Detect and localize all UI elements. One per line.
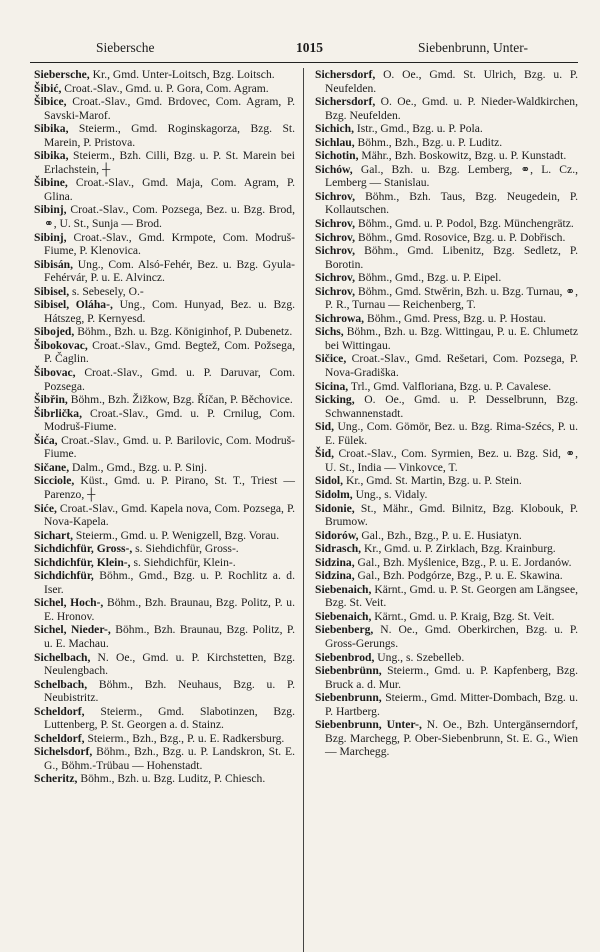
entry-headword: Sibojed, [34,325,75,339]
entry-headword: Sid, [315,420,335,434]
gazetteer-entry [34,366,295,393]
entry-text: Steierm., Gmd. Mitter-Dombach, Bzg. u. P. Hartberg. [325,691,578,718]
entry-headword: Siebenaich, [315,609,372,623]
entry-text: Böhm., Bzh. Braunau, Bzg. Politz, P. u. E. Machau. [44,623,295,650]
entry-text: Ung., Com. Gömör, Bez. u. Bzg. Rima-Szécs, P. u. E. Fülek. [325,420,578,447]
entry-headword: Sidol, [315,474,344,488]
gazetteer-entry [34,596,295,623]
entry-text: Croat.-Slav., Gmd. u. P. Crnilug, Com. Modruš-Fiume. [44,406,296,434]
entry-headword: Sichrov, [315,230,356,244]
entry-text: Böhm., Bzh. u. Bzg. Königinhof, P. Dubenetz. [77,325,293,339]
gazetteer-entry [315,542,578,556]
entry-text: Ung., Com. Alsó-Fehér, Bez. u. Bzg. Gyula-Fehérvár, P. u. E. Alvincz. [44,257,295,285]
left-column [34,68,303,952]
entry-headword: Sichrov, [315,271,356,285]
entry-headword: Sibisán, [34,257,73,271]
gazetteer-entry [315,718,578,759]
entry-text: Böhm., Gmd. Rosovice, Bzg. u. P. Dobřisch. [357,230,566,244]
entry-text: O. Oe., Gmd. u. P. Desselbrunn, Bzg. Schwannenstadt. [325,393,579,420]
entry-headword: Siebenaich, [315,582,372,596]
gazetteer-entry [34,556,295,570]
gazetteer-entry [34,95,295,122]
entry-headword: Sičane, [34,460,70,474]
gazetteer-entry [315,244,578,271]
gazetteer-entry [315,352,578,379]
entry-headword: Sichersdorf, [315,95,376,109]
entry-headword: Sichdichfür, [34,569,94,583]
header-right: Siebenbrunn, Unter- [418,40,528,55]
gazetteer-entry [34,434,295,461]
entry-headword: Sichrov, [315,284,356,298]
entry-headword: Sichelbach, [34,650,91,664]
entry-headword: Sichrov, [315,189,356,203]
gazetteer-entry [34,82,295,96]
entry-text: Böhm., Bzh. Žižkow, Bzg. Říčan, P. Běchovice. [70,393,293,407]
entry-text: Böhm., Bzh. u. Bzg. Luditz, P. Chiesch. [80,772,266,786]
gazetteer-entry [315,529,578,543]
entry-text: Böhm., Gmd., Bzg. u. P. Eipel. [357,271,502,285]
entry-text: Steierm., Gmd. u. P. Wenigzell, Bzg. Vorau. [75,528,280,542]
gazetteer-entry [34,325,295,339]
entry-text: Gal., Bzh. Myślenice, Bzg., P. u. E. Jordanów. [357,555,572,569]
gazetteer-entry [34,569,295,596]
entry-text: Böhm., Bzh. Neuhaus, Bzg. u. P. Neubistritz. [44,677,296,705]
entry-text: Böhm., Gmd. u. P. Podol, Bzg. Münchengrätz. [357,217,574,231]
entry-text: Steierm., Bzh. Cilli, Bzg. u. P. St. Marein bei Erlachstein, ┼ [44,149,296,176]
entry-text: Böhm., Bzh. Braunau, Bzg. Politz, P. u. E. Hronov. [44,596,295,623]
entry-headword: Sidorów, [315,528,359,542]
entry-headword: Siebenbrunn, [315,691,382,705]
gazetteer-entry [34,461,295,475]
entry-headword: Sichel, Nieder-, [34,623,111,637]
gazetteer-entry [34,705,295,732]
gazetteer-entry [315,502,578,529]
entry-headword: Scheldorf, [34,704,85,718]
entry-text: St., Mähr., Gmd. Bilnitz, Bzg. Klobouk, P. Brumow. [325,501,578,529]
entry-headword: Sichersdorf, [315,68,376,81]
gazetteer-entry [315,583,578,610]
entry-text: Kr., Gmd. u. P. Zirklach, Bzg. Krainburg. [363,542,556,556]
entry-headword: Sichelsdorf, [34,745,93,759]
gazetteer-entry [315,271,578,285]
gazetteer-entry [34,68,295,82]
entry-text: Kr., Gmd. St. Martin, Bzg. u. P. Stein. [345,474,522,488]
entry-text: Böhm., Gmd. Press, Bzg. u. P. Hostau. [366,311,547,325]
entry-headword: Šibokovac, [34,338,88,352]
gazetteer-entry [315,312,578,326]
gazetteer-entry [34,474,295,501]
gazetteer-entry [34,529,295,543]
entry-headword: Sichów, [315,162,353,176]
entry-text: Mähr., Bzh. Boskowitz, Bzg. u. P. Kunstadt. [361,149,567,163]
entry-text: O. Oe., Gmd. St. Ulrich, Bzg. u. P. Neufelden. [325,68,578,95]
entry-text: Böhm., Gmd. Libenitz, Bzg. Sedletz, P. Borotin. [325,244,578,271]
gazetteer-entry [315,610,578,624]
gazetteer-entry [34,176,295,203]
entry-headword: Siebenbrunn, Unter-, [315,718,422,732]
entry-text: Trl., Gmd. Valfloriana, Bzg. u. P. Cavalese. [350,379,552,393]
entry-text: Steierm., Gmd. Roginskagorza, Bzg. St. Marein, P. Pristova. [44,122,296,149]
entry-text: s. Sebesely, O.- [72,284,144,298]
entry-headword: Šibić, [34,81,62,95]
header-rule [30,62,578,63]
entry-headword: Sidzina, [315,569,355,583]
gazetteer-entry [315,569,578,583]
entry-text: Böhm., Bzh., Bzg. u. P. Luditz. [357,135,503,149]
gazetteer-entry [34,149,295,176]
entry-text: Croat.-Slav., Gmd. Rešetari, Com. Pozsega, P. Nova-Gradiška. [325,352,578,380]
gazetteer-entry [34,407,295,434]
entry-text: Böhm., Bzh. Taus, Bzg. Neugedein, P. Kollautschen. [325,189,578,217]
gazetteer-entry [315,231,578,245]
entry-headword: Siebersche, [34,68,90,81]
gazetteer-entry [34,122,295,149]
gazetteer-entry [315,447,578,474]
gazetteer-entry [315,285,578,312]
entry-text: Ung., s. Szebelleb. [377,650,465,664]
entry-headword: Scheritz, [34,772,78,786]
entry-text: Croat.-Slav., Gmd. u. P. Gora, Com. Agram. [64,81,269,95]
columns [34,68,578,952]
gazetteer-entry [315,95,578,122]
entry-headword: Šibine, [34,176,68,190]
gazetteer-entry [34,393,295,407]
column-divider [303,68,304,952]
entry-headword: Sichdichfür, Klein-, [34,555,131,569]
gazetteer-entry [315,149,578,163]
entry-text: Böhm., Gmd., Bzg. u. P. Rochlitz a. d. Iser. [44,569,296,596]
entry-headword: Sibinj, [34,203,67,217]
entry-headword: Šibice, [34,95,67,109]
gazetteer-entry [34,623,295,650]
entry-headword: Sibisel, Oláha-, [34,298,113,312]
entry-headword: Siće, [34,501,57,515]
entry-headword: Sicciole, [34,474,75,488]
entry-text: Croat.-Slav., Gmd. u. P. Barilovic, Com. Modruš-Fiume. [44,433,296,461]
entry-headword: Sichel, Hoch-, [34,596,104,610]
entry-headword: Sidzina, [315,555,355,569]
entry-text: Croat.-Slav., Gmd. Kapela nova, Com. Pozsega, P. Nova-Kapela. [44,501,296,529]
entry-text: Gal., Bzh. Podgórze, Bzg., P. u. E. Skawina. [357,569,563,583]
entry-headword: Šibřin, [34,393,68,407]
gazetteer-entry [315,393,578,420]
gazetteer-entry [315,474,578,488]
entry-headword: Šića, [34,433,58,447]
gazetteer-entry [34,203,295,230]
entry-headword: Sibika, [34,149,69,163]
entry-headword: Sichich, [315,122,354,136]
gazetteer-entry [315,623,578,650]
entry-headword: Sičice, [315,352,347,366]
entry-headword: Sicina, [315,379,349,393]
entry-text: Böhm., Bzh., Bzg. u. P. Landskron, St. E. G., Böhm.-Trübau — Hohenstadt. [44,745,296,772]
entry-text: Ung., s. Vidaly. [355,487,428,501]
entry-text: Kärnt., Gmd. u. P. St. Georgen am Längsee, Bzg. St. Veit. [325,582,578,610]
gazetteer-entry [315,691,578,718]
header-left: Siebersche [96,40,155,55]
gazetteer-entry [315,420,578,447]
entry-headword: Sidrasch, [315,542,362,556]
entry-headword: Sichart, [34,528,73,542]
gazetteer-entry [315,122,578,136]
entry-text: Gal., Bzh., Bzg., P. u. E. Husiatyn. [361,528,522,542]
entry-headword: Šid, [315,447,335,461]
gazetteer-entry [315,664,578,691]
entry-text: Croat.-Slav., Gmd. u. P. Daruvar, Com. Pozsega. [44,366,296,393]
gazetteer-entry [315,651,578,665]
gazetteer-entry [34,285,295,299]
entry-text: Croat.-Slav., Gmd. Begtež, Com. Požsega, P. Čaglin. [44,338,296,366]
gazetteer-entry [315,380,578,394]
entry-text: Kärnt., Gmd. u. P. Kraig, Bzg. St. Veit. [374,609,555,623]
entry-text: Istr., Gmd., Bzg. u. P. Pola. [356,122,483,136]
entry-text: Steierm., Gmd. Slabotinzen, Bzg. Luttenberg, P. St. Georgen a. d. Stainz. [44,704,296,732]
entry-text: Böhm., Gmd. Stwěrin, Bzh. u. Bzg. Turnau, ⚭, P. R., Turnau — Reichenberg, T. [325,284,579,312]
entry-text: N. Oe., Gmd. u. P. Kirchstetten, Bzg. Neulengbach. [44,650,296,678]
entry-headword: Sidonie, [315,501,355,515]
entry-text: Dalm., Gmd., Bzg. u. P. Sinj. [72,460,207,474]
entry-headword: Sicking, [315,393,355,407]
entry-headword: Siebenberg, [315,623,374,637]
entry-headword: Siebenbrünn, [315,664,382,678]
gazetteer-entry [34,298,295,325]
entry-headword: Sichotin, [315,149,359,163]
page-number: 1015 [296,40,323,55]
gazetteer-entry [34,732,295,746]
entry-headword: Schelbach, [34,677,88,691]
entry-headword: Šibovac, [34,366,76,380]
running-header [34,40,578,58]
entry-text: s. Siehdichfür, Klein-. [133,555,236,569]
entry-headword: Sichrowa, [315,311,365,325]
gazetteer-entry [34,745,295,772]
entry-headword: Sichrov, [315,217,356,231]
entry-text: O. Oe., Gmd. u. P. Nieder-Waldkirchen, Bzg. Neufelden. [325,95,578,122]
entry-text: Gal., Bzh. u. Bzg. Lemberg, ⚭, L. Cz., Lemberg — Stanislau. [325,162,578,190]
gazetteer-entry [315,488,578,502]
gazetteer-entry [315,68,578,95]
gazetteer-entry [315,217,578,231]
gazetteer-entry [34,258,295,285]
gazetteer-entry [315,136,578,150]
entry-text: Croat.-Slav., Com. Pozsega, Bez. u. Bzg. Brod, ⚭, U. St., Sunja — Brod. [44,203,296,231]
gazetteer-entry [34,231,295,258]
entry-headword: Sibisel, [34,284,70,298]
entry-text: Böhm., Bzh. u. Bzg. Wittingau, P. u. E. Chlumetz bei Wittingau. [325,325,578,352]
gazetteer-entry [34,772,295,786]
entry-text: Küst., Gmd. u. P. Pirano, St. T., Triest — Parenzo, ┼ [44,474,296,501]
gazetteer-entry [34,339,295,366]
entry-headword: Sibinj, [34,230,67,244]
entry-text: N. Oe., Bzh. Untergänserndorf, Bzg. Marchegg, P. Ober-Siebenbrunn, St. E. G., Wien — Marchegg. [325,718,578,759]
gazetteer-entry [34,651,295,678]
gazetteer-entry [34,542,295,556]
entry-headword: Sichdichfür, Gross-, [34,542,133,556]
entry-headword: Sichs, [315,325,344,339]
entry-headword: Sichlau, [315,135,355,149]
entry-headword: Siebenbrod, [315,650,375,664]
entry-text: Croat.-Slav., Gmd. Krmpote, Com. Modruš-Fiume, P. Klenovica. [44,230,296,258]
gazetteer-entry [315,325,578,352]
entry-text: N. Oe., Gmd. Oberkirchen, Bzg. u. P. Gross-Gerungs. [325,623,578,650]
right-column [309,68,578,952]
entry-text: Croat.-Slav., Gmd. Brdovec, Com. Agram, P. Savski-Marof. [44,95,296,122]
entry-text: Kr., Gmd. Unter-Loitsch, Bzg. Loitsch. [92,68,275,81]
entry-headword: Scheldorf, [34,731,85,745]
entry-headword: Sichrov, [315,244,356,258]
entry-headword: Šibrlička, [34,406,82,420]
entry-text: Croat.-Slav., Com. Syrmien, Bez. u. Bzg. Sid, ⚭, U. St., India — Vinkovce, T. [325,447,578,474]
gazetteer-entry [34,502,295,529]
gazetteer-entry [315,163,578,190]
gazetteer-entry [315,190,578,217]
entry-text: Ung., Com. Hunyad, Bez. u. Bzg. Hátszeg, P. Kernyesd. [44,298,296,325]
gazetteer-entry [34,678,295,705]
entry-text: s. Siehdichfür, Gross-. [135,542,239,556]
gazetteer-entry [315,556,578,570]
entry-text: Steierm., Bzh., Bzg., P. u. E. Radkersburg. [87,731,285,745]
entry-headword: Sidolm, [315,487,353,501]
entry-text: Croat.-Slav., Gmd. Maja, Com. Agram, P. Glina. [44,176,296,203]
entry-text: Steierm., Gmd. u. P. Kapfenberg, Bzg. Bruck a. d. Mur. [325,664,578,691]
entry-headword: Sibika, [34,122,69,136]
